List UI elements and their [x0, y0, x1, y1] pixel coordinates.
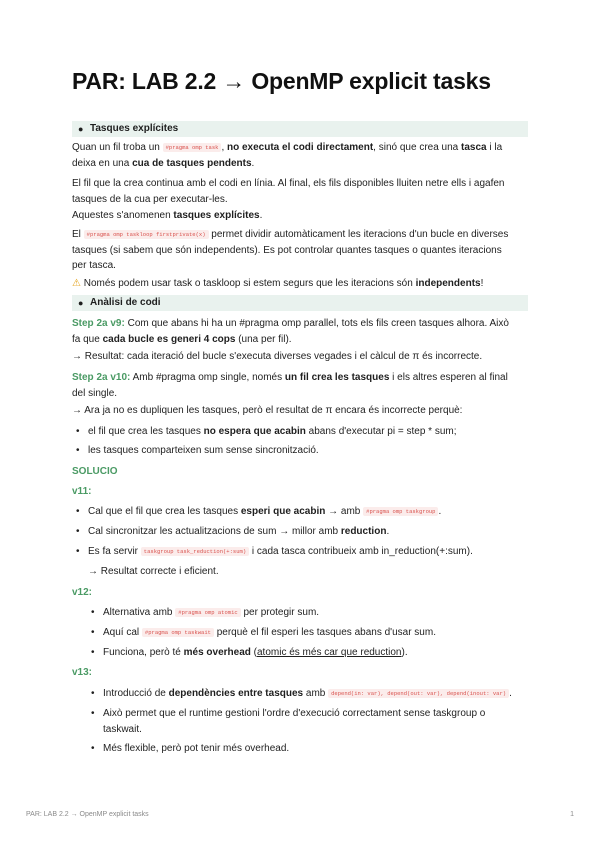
v13-heading: v13: [72, 667, 93, 678]
bullet-icon: • [91, 708, 95, 719]
list-item: • Es fa servir taskgroup task_reduction(+:sum) i cada tasca contribueix amb in_reduction(+:sum). [88, 544, 528, 560]
bullet-icon: • [76, 445, 80, 456]
bullet-icon: • [91, 627, 95, 638]
list-item: • Això permet que el runtime gestioni l'ordre d'execució correctament sense taskgroup o taskwait. [91, 708, 486, 735]
list-item: • Més flexible, però pot tenir més overhead. [103, 741, 528, 757]
section-header-tasques [72, 121, 528, 137]
bullet-icon: • [91, 607, 95, 618]
footer-title: PAR: LAB 2.2 → OpenMP explicit tasks [26, 811, 149, 818]
paragraph-result-v11: → Resultat correcte i eficient. [88, 566, 219, 577]
bullet-icon: • [91, 688, 95, 699]
list-item: • Cal sincronitzar les actualitzacions de sum → millor amb reduction. [88, 524, 528, 540]
bullet-icon: • [91, 743, 95, 754]
code-inline: #pragma omp taskloop firstprivate(x) [84, 230, 209, 239]
bullet-icon: • [76, 506, 80, 517]
code-inline: #pragma omp taskgroup [363, 507, 438, 516]
section-title: Anàlisi de codi [90, 297, 161, 308]
page-title: PAR: LAB 2.2 → OpenMP explicit tasks [72, 68, 491, 94]
list-item: • Cal que el fil que crea les tasques esperi que acabin → amb #pragma omp taskgroup . [88, 504, 528, 520]
paragraph-result-v10: → Ara ja no es dupliquen les tasques, però el resultat de π encara és incorrecte perquè: [72, 405, 463, 416]
code-inline: #pragma omp atomic [175, 608, 240, 617]
warning-icon: ⚠ [72, 278, 81, 289]
paragraph-result-v9: → Resultat: cada iteració del bucle s'executa diverses vegades i el càlcul de π és incorrecte. [72, 351, 483, 362]
solution-heading: SOLUCIO [72, 466, 118, 477]
bullet-icon: • [76, 426, 80, 437]
code-inline: taskgroup task_reduction(+:sum) [141, 547, 249, 556]
bullet-icon: • [91, 647, 95, 658]
page-number: 1 [570, 811, 574, 818]
code-inline: depend(in: var), depend(out: var), depend(inout: var) [328, 689, 509, 698]
list-item: • Funciona, però té més overhead (atomic és més car que reduction). [103, 645, 528, 661]
bullet-icon: ● [78, 298, 84, 308]
paragraph-explicit-tasks: Aquestes s'anomenen tasques explícites. [72, 210, 263, 221]
paragraph-taskloop: El #pragma omp taskloop firstprivate(x) permet dividir automàticament les iteracions d'un bucle en diverses tasques (si sabem que són independents). Es pot controlar quantes tasques o quantes iteracions per tasca. [72, 229, 509, 271]
paragraph-warning: ⚠ Només podem usar task o taskloop si estem segurs que les iteracions són independents! [72, 278, 484, 289]
paragraph-step-v10: Step 2a v10: Amb #pragma omp single, només un fil crea les tasques i els altres esperen al final del single. [72, 372, 508, 399]
list-item: • el fil que crea les tasques no espera que acabin abans d'executar pi = step * sum; [88, 424, 528, 440]
code-inline: #pragma omp task [163, 143, 222, 152]
paragraph-thread-continues: El fil que la crea continua amb el codi en línia. Al final, els fils disponibles lluiten netre ells i agafen tasques de la cua per executar-les. [72, 178, 505, 205]
section-header-analisi [72, 295, 528, 311]
list-item: • les tasques comparteixen sum sense sincronització. [88, 443, 528, 459]
bullet-icon: • [76, 546, 80, 557]
bullet-icon: • [76, 526, 80, 537]
paragraph-step-v9: Step 2a v9: Com que abans hi ha un #pragma omp parallel, tots els fils creen tasques alhora. Això fa que cada bucle es generi 4 cops (una per fil). [72, 318, 509, 345]
code-inline: #pragma omp taskwait [142, 628, 214, 637]
v12-heading: v12: [72, 587, 93, 598]
section-title: Tasques explícites [90, 123, 179, 134]
list-item: • Aquí cal #pragma omp taskwait perquè el fil esperi les tasques abans d'usar sum. [103, 625, 528, 641]
paragraph-task-intro: Quan un fil troba un #pragma omp task , no executa el codi directament, sinó que crea una tasca i la deixa en una cua de tasques pendents. [72, 142, 503, 169]
list-item: • Alternativa amb #pragma omp atomic per protegir sum. [103, 605, 528, 621]
list-item: • Introducció de dependències entre tasques amb depend(in: var), depend(out: var), depend(inout: var) . [103, 686, 528, 702]
bullet-icon: ● [78, 124, 84, 134]
v11-heading: v11: [72, 486, 92, 497]
